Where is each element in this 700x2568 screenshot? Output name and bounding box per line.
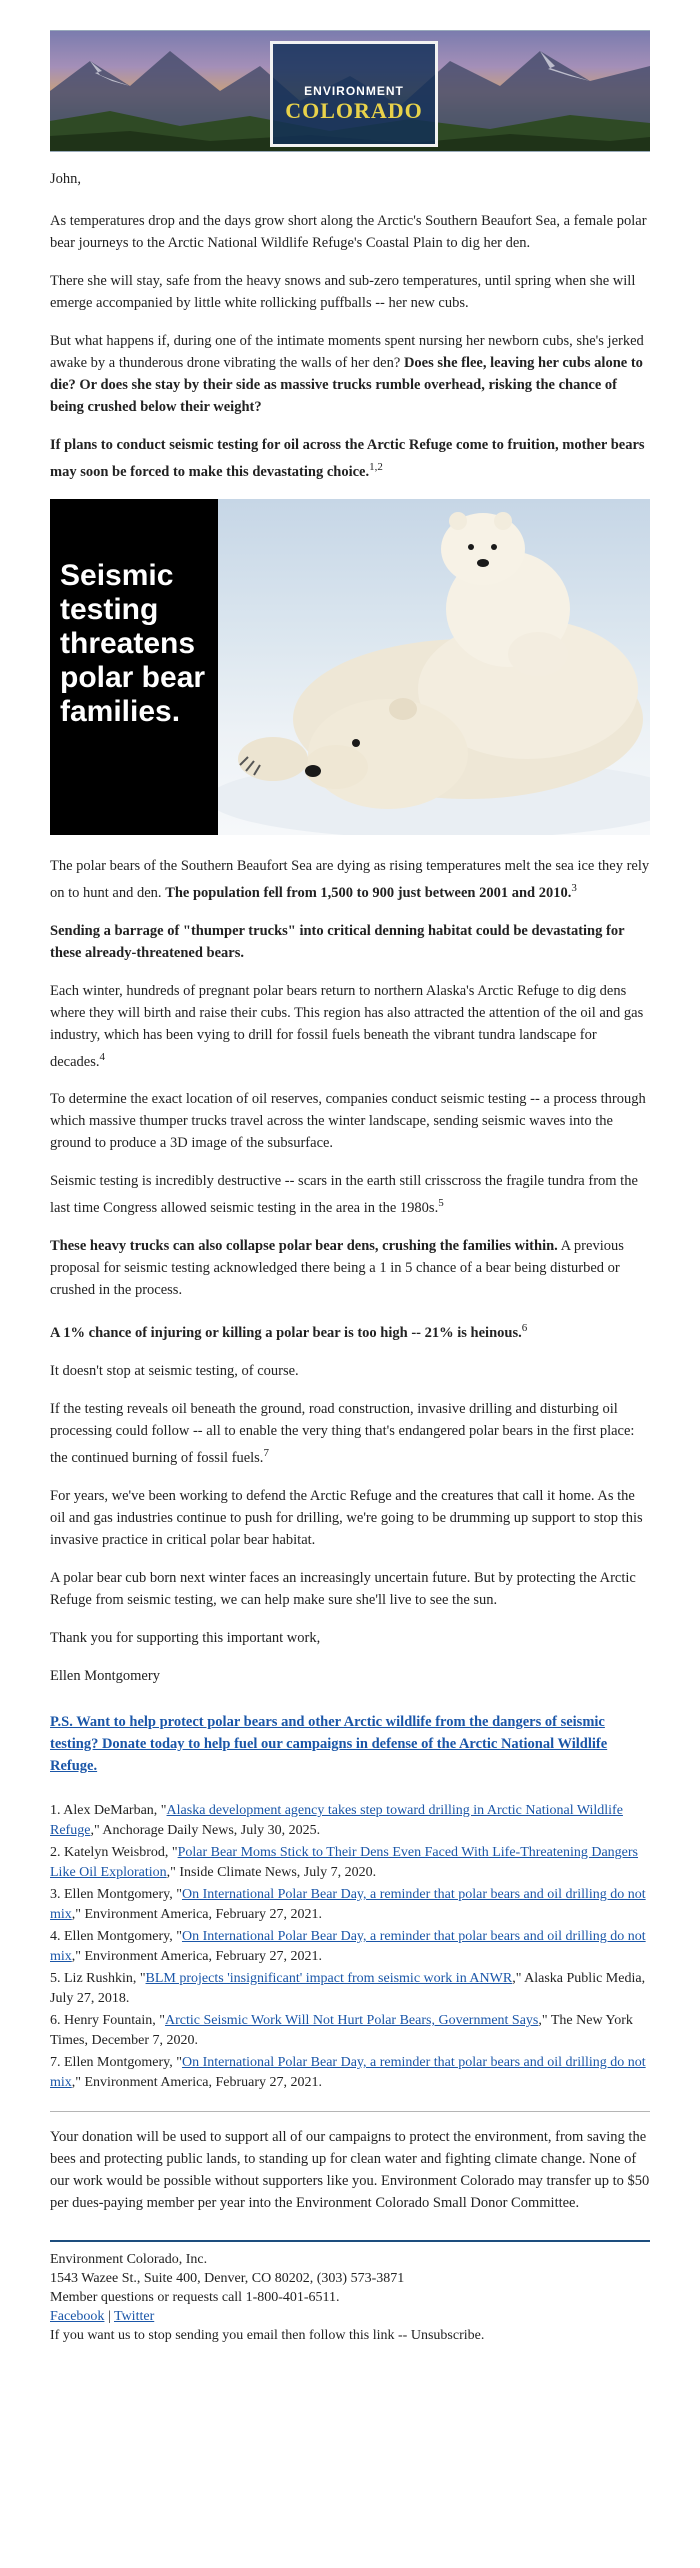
paragraph-2: There she will stay, safe from the heavy snows and sub-zero temperatures, until spring when she will emerge accompanied by little white rollicking puffballs -- her new cubs. — [50, 273, 636, 311]
references-list — [50, 1801, 650, 2093]
reference-item — [50, 2053, 650, 2093]
hero-caption-line: families. — [60, 694, 181, 728]
greeting: John, — [50, 171, 82, 187]
hero-caption-line: threatens — [60, 626, 196, 660]
ps-donate-link[interactable]: P.S. Want to help protect polar bears and other Arctic wildlife from the dangers of seismic testing? Donate today to help fuel our campaigns in defense of the Arctic National Wildlife Refuge. — [50, 1713, 608, 1774]
reference-link[interactable]: BLM projects 'insignificant' impact from seismic work in ANWR — [145, 1970, 513, 1986]
divider — [50, 2111, 650, 2112]
donation-note: Your donation will be used to support all of our campaigns to protect the environment, from saving the bees and protecting public lands, to standing up for clean water and fighting climate change. None of our work would be possible without supporters like you. Environment Colorado may transfer up to $50 per dues-paying member per year into the Environment Colorado Small Donor Committee. — [50, 2128, 650, 2211]
paragraph-11-bold: A 1% chance of injuring or killing a polar bear is too high -- 21% is heinous. — [50, 1325, 522, 1342]
footer-contact: Member questions or requests call 1-800-401-6511. — [50, 2289, 340, 2305]
paragraph-3-text: But what happens if, during one of the intimate moments spent nursing her newborn cubs, she's jerked awake by a thunderous drone vibrating the walls of her den? — [50, 333, 644, 371]
footer-address: 1543 Wazee St., Suite 400, Denver, CO 80202, (303) 573-3871 — [50, 2270, 405, 2286]
reference-prefix: 3. Ellen Montgomery, " — [50, 1886, 182, 1902]
footer-social-links — [50, 2307, 650, 2326]
environment-colorado-logo[interactable] — [270, 41, 438, 147]
paragraph-3 — [50, 330, 650, 418]
footnote-marker: 6 — [521, 1322, 528, 1335]
footnote-marker: 3 — [571, 881, 577, 894]
footnote-marker: 4 — [99, 1050, 106, 1063]
reference-link[interactable]: Polar Bear Moms Stick to Their Dens Even Faced With Life-Threatening Dangers Like Oil Exploration — [50, 1844, 639, 1880]
footer-divider — [50, 2240, 650, 2242]
reference-item — [50, 1801, 650, 1841]
logo-line-environment: ENVIRONMENT — [304, 84, 404, 98]
paragraph-10 — [50, 1235, 650, 1301]
hero-image — [50, 499, 650, 835]
paragraph-14: For years, we've been working to defend the Arctic Refuge and the creatures that call it home. As the oil and gas industries continue to push for drilling, we're going to be drumming up support to stop this invasive practice in critical polar bear habitat. — [50, 1487, 643, 1548]
paragraph-11 — [50, 1317, 650, 1344]
footnote-marker: 5 — [438, 1197, 444, 1210]
reference-suffix: ," The New York Times, December 7, 2020. — [50, 2012, 633, 2048]
reference-suffix: ," Environment America, February 27, 2021. — [71, 1948, 323, 1964]
hero-caption-panel — [50, 499, 218, 835]
paragraph-12: It doesn't stop at seismic testing, of course. — [50, 1363, 299, 1380]
paragraph-1: As temperatures drop and the days grow short along the Arctic's Southern Beaufort Sea, a female polar bear journeys to the Arctic National Wildlife Refuge's Coastal Plain to dig her den. — [50, 213, 647, 251]
paragraph-15: A polar bear cub born next winter faces an increasingly uncertain future. But by protecting the Arctic Refuge from seismic testing, we can help make sure she'll live to see the sun. — [50, 1569, 636, 1608]
paragraph-10-bold: These heavy trucks can also collapse polar bear dens, crushing the families within. — [50, 1238, 558, 1255]
paragraph-13-text: If the testing reveals oil beneath the ground, road construction, invasive drilling and disturbing oil processing could follow -- all to enable the very thing that's endangered polar bears in the first place: the continued burning of fossil fuels. — [50, 1401, 635, 1466]
paragraph-10-text: A previous proposal for seismic testing acknowledged there being a 1 in 5 chance of a bear being disturbed or crushed in the process. — [50, 1238, 624, 1299]
reference-suffix: ," Environment America, February 27, 2021. — [71, 1906, 323, 1922]
reference-item — [50, 1969, 650, 2009]
reference-prefix: 4. Ellen Montgomery, " — [50, 1928, 182, 1944]
signature: Ellen Montgomery — [50, 1667, 160, 1684]
reference-suffix: ," Environment America, February 27, 2021. — [71, 2074, 323, 2090]
footer-org-name: Environment Colorado, Inc. — [50, 2251, 208, 2267]
paragraph-6-bold: Sending a barrage of "thumper trucks" into critical denning habitat could be devastating for these already-threatened bears. — [50, 922, 625, 961]
paragraph-9 — [50, 1170, 650, 1219]
reference-item — [50, 1885, 650, 1925]
reference-item — [50, 1927, 650, 1967]
hero-caption-line: Seismic — [60, 558, 174, 592]
reference-suffix: ," Alaska Public Media, July 27, 2018. — [50, 1970, 646, 2006]
paragraph-8: To determine the exact location of oil reserves, companies conduct seismic testing -- a process through which massive thumper trucks travel across the winter landscape, sending seismic waves into the ground to produce a 3D image of the subsurface. — [50, 1091, 646, 1152]
reference-suffix: ," Inside Climate News, July 7, 2020. — [166, 1864, 377, 1880]
reference-prefix: 2. Katelyn Weisbrod, " — [50, 1844, 178, 1860]
reference-prefix: 6. Henry Fountain, " — [50, 2012, 165, 2028]
twitter-link[interactable]: Twitter — [114, 2308, 155, 2324]
ps-paragraph — [50, 1711, 650, 1777]
header-banner — [50, 30, 650, 152]
paragraph-13 — [50, 1398, 650, 1469]
reference-prefix: 5. Liz Rushkin, " — [50, 1970, 146, 1986]
paragraph-7-text: Each winter, hundreds of pregnant polar bears return to northern Alaska's Arctic Refuge to dig dens where they will birth and raise their cubs. This region has also attracted the attention of the oil and gas industry, which has been vying to drill for fossil fuels beneath the vibrant tundra landscape for decades. — [50, 982, 644, 1070]
paragraph-5-bold: The population fell from 1,500 to 900 just between 2001 and 2010. — [165, 884, 572, 901]
reference-link[interactable]: On International Polar Bear Day, a reminder that polar bears and oil drilling do not mix — [50, 2054, 646, 2090]
footnote-marker: 1,2 — [369, 461, 383, 473]
reference-link[interactable]: On International Polar Bear Day, a reminder that polar bears and oil drilling do not mix — [50, 1928, 646, 1964]
paragraph-5 — [50, 855, 650, 904]
paragraph-5-text: The polar bears of the Southern Beaufort Sea are dying as rising temperatures melt the sea ice they rely on to hunt and den. — [50, 857, 650, 901]
reference-prefix: 7. Ellen Montgomery, " — [50, 2054, 182, 2070]
hero-caption-line: testing — [60, 592, 159, 626]
social-divider: | — [107, 2308, 111, 2324]
reference-link[interactable]: Arctic Seismic Work Will Not Hurt Polar Bears, Government Says — [164, 2012, 539, 2028]
paragraph-7 — [50, 980, 650, 1073]
facebook-link[interactable]: Facebook — [50, 2308, 105, 2324]
unsubscribe-text[interactable]: If you want us to stop sending you email then follow this link -- Unsubscribe. — [50, 2327, 485, 2343]
footer — [50, 2250, 650, 2345]
reference-link[interactable]: Alaska development agency takes step toward drilling in Arctic National Wildlife Refuge — [50, 1802, 623, 1838]
paragraph-6 — [50, 920, 650, 964]
polar-bear-illustration — [218, 499, 650, 835]
reference-suffix: ," Anchorage Daily News, July 30, 2025. — [90, 1822, 321, 1838]
paragraph-3-bold: Does she flee, leaving her cubs alone to die? Or does she stay by their side as massive trucks rumble overhead, risking the chance of being crushed below their weight? — [50, 355, 643, 415]
paragraph-4-bold: If plans to conduct seismic testing for oil across the Arctic Refuge come to fruition, mother bears may soon be forced to make this devastating choice. — [50, 437, 645, 480]
email-body — [50, 0, 650, 2345]
logo-line-colorado: COLORADO — [285, 98, 423, 123]
reference-link[interactable]: On International Polar Bear Day, a reminder that polar bears and oil drilling do not mix — [50, 1886, 646, 1922]
reference-item — [50, 1843, 650, 1883]
hero-caption-line: polar bear — [60, 660, 206, 694]
reference-item — [50, 2011, 650, 2051]
paragraph-4 — [50, 434, 650, 483]
paragraph-16: Thank you for supporting this important work, — [50, 1629, 321, 1646]
polar-bear-photo — [218, 499, 650, 835]
footnote-marker: 7 — [263, 1447, 269, 1460]
reference-prefix: 1. Alex DeMarban, " — [50, 1802, 167, 1818]
paragraph-9-text: Seismic testing is incredibly destructive -- scars in the earth still crisscross the fragile tundra from the last time Congress allowed seismic testing in the area in the 1980s. — [50, 1173, 638, 1217]
